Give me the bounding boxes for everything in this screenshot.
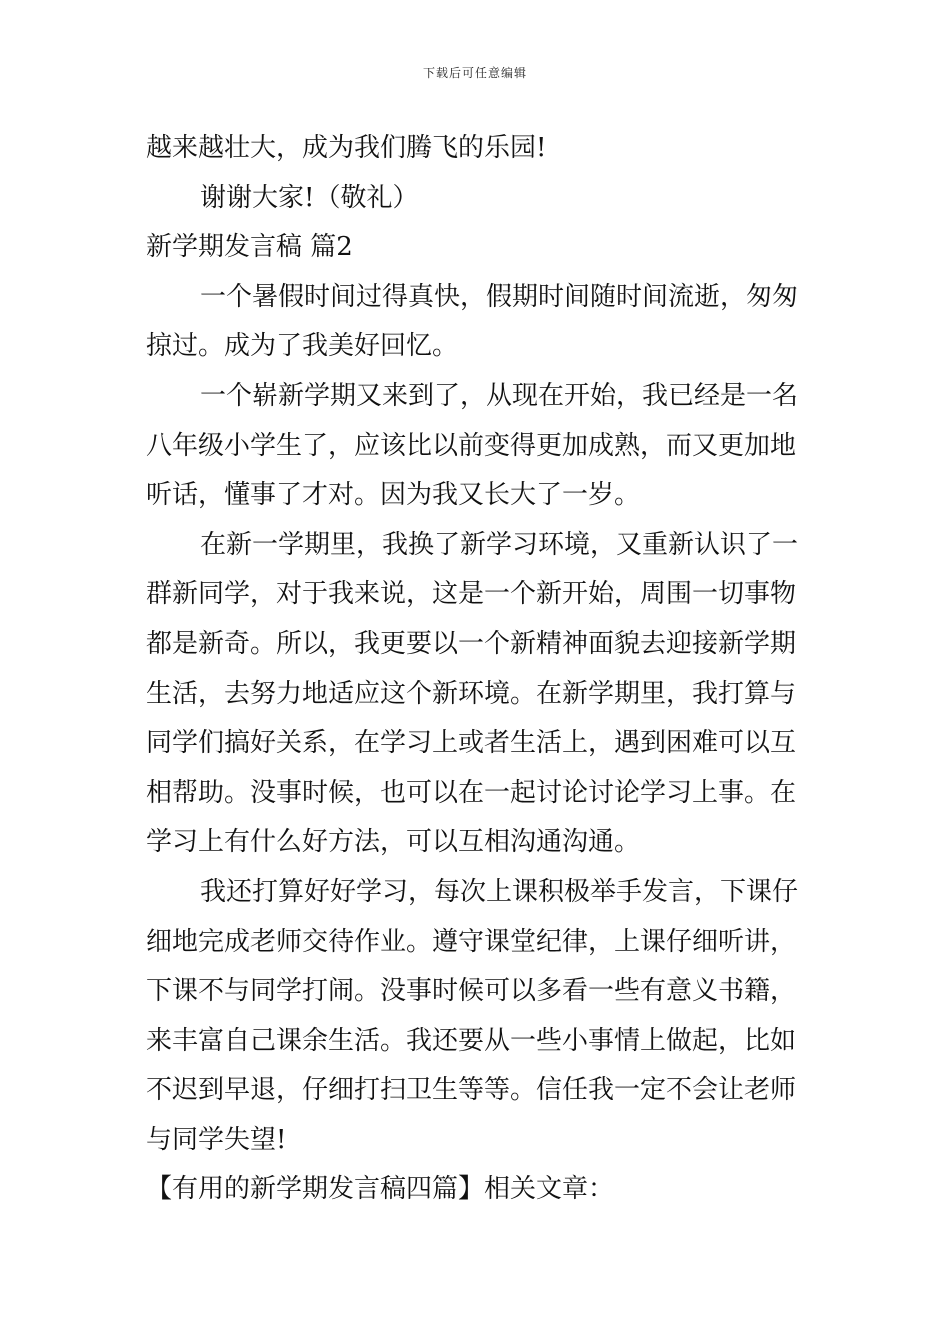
body-line: 听话，懂事了才对。因为我又长大了一岁。 — [146, 480, 641, 511]
body-line: 一个暑假时间过得真快，假期时间随时间流逝，匆匆 — [200, 281, 799, 312]
document-body — [146, 124, 806, 1215]
body-line: 同学们搞好关系，在学习上或者生活上，遇到困难可以互 — [146, 728, 797, 759]
body-line: 都是新奇。所以，我更要以一个新精神面貌去迎接新学期 — [146, 628, 797, 659]
section-heading: 新学期发言稿 篇2 — [146, 232, 353, 263]
body-line: 与同学失望! — [146, 1124, 287, 1155]
body-line: 下课不与同学打闹。没事时候可以多看一些有意义书籍， — [146, 976, 797, 1007]
header-note: 下载后可任意编辑 — [422, 66, 527, 80]
body-line: 学习上有什么好方法，可以互相沟通沟通。 — [146, 827, 641, 858]
body-line: 在新一学期里，我换了新学习环境，又重新认识了一 — [200, 529, 799, 560]
body-line: 相帮助。没事时候，也可以在一起讨论讨论学习上事。在 — [146, 777, 797, 808]
body-line: 群新同学，对于我来说，这是一个新开始，周围一切事物 — [146, 579, 797, 610]
body-line: 生活，去努力地适应这个新环境。在新学期里，我打算与 — [146, 678, 797, 709]
body-line: 八年级小学生了，应该比以前变得更加成熟，而又更加地 — [146, 430, 797, 461]
body-line: 细地完成老师交待作业。遵守课堂纪律，上课仔细听讲， — [146, 926, 797, 957]
body-line: 一个崭新学期又来到了，从现在开始，我已经是一名 — [200, 380, 799, 411]
related-articles-heading: 【有用的新学期发言稿四篇】相关文章： — [146, 1174, 615, 1205]
body-line: 来丰富自己课余生活。我还要从一些小事情上做起，比如 — [146, 1025, 797, 1056]
body-line: 越来越壮大，成为我们腾飞的乐园! — [146, 133, 547, 163]
body-line: 掠过。成为了我美好回忆。 — [146, 331, 459, 362]
body-line: 不迟到早退，仔细打扫卫生等等。信任我一定不会让老师 — [146, 1075, 797, 1106]
body-line: 我还打算好好学习，每次上课积极举手发言，下课仔 — [200, 876, 799, 907]
body-line: 谢谢大家!（敬礼） — [200, 182, 419, 213]
